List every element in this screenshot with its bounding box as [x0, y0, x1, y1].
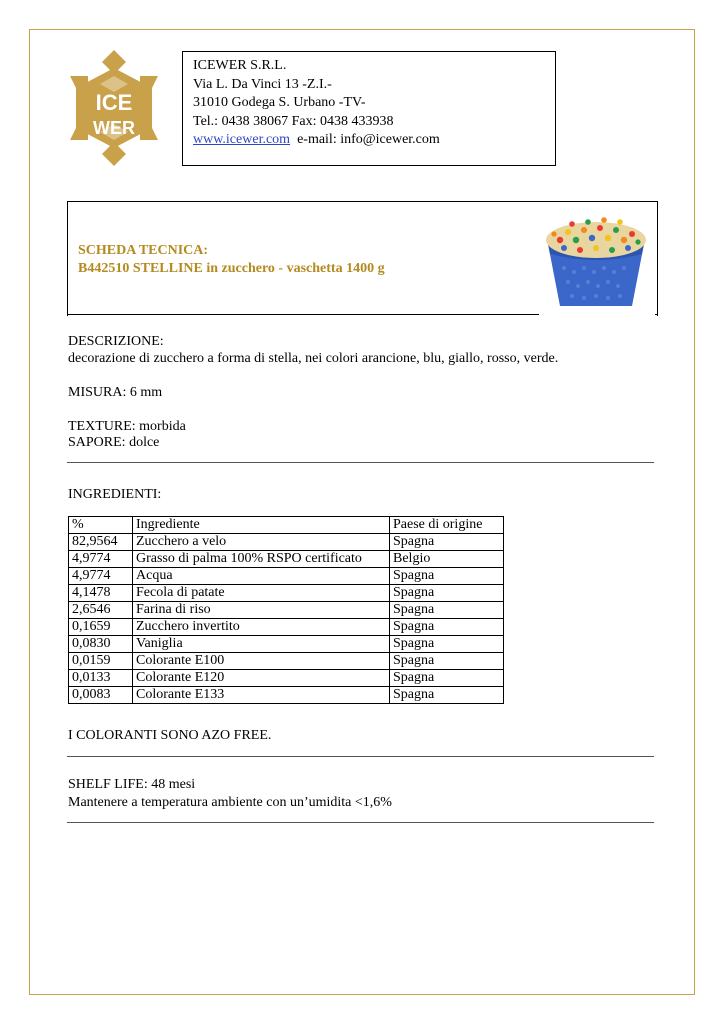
cell-percent: 2,6546	[69, 602, 133, 619]
cell-ingredient: Colorante E100	[133, 653, 390, 670]
cell-origin: Spagna	[390, 687, 504, 704]
table-header-row	[69, 517, 504, 534]
product-title-block	[78, 242, 385, 278]
company-info-box	[182, 51, 556, 166]
cell-ingredient: Colorante E120	[133, 670, 390, 687]
cell-origin: Spagna	[390, 636, 504, 653]
cell-origin: Spagna	[390, 568, 504, 585]
table-row	[69, 653, 504, 670]
cell-ingredient: Vaniglia	[133, 636, 390, 653]
divider-line	[67, 822, 654, 823]
cell-origin: Belgio	[390, 551, 504, 568]
texture-text: TEXTURE: morbida	[68, 419, 186, 434]
product-box-bottom-border-tail	[655, 314, 658, 315]
table-row	[69, 602, 504, 619]
storage-text: Mantenere a temperatura ambiente con un’umidita <1,6%	[68, 795, 392, 810]
company-phone-fax: Tel.: 0438 38067 Fax: 0438 433938	[193, 113, 394, 129]
table-row	[69, 687, 504, 704]
ingredients-table	[68, 516, 504, 704]
table-row	[69, 619, 504, 636]
cell-percent: 0,0083	[69, 687, 133, 704]
company-address-street: Via L. Da Vinci 13 -Z.I.-	[193, 76, 332, 92]
logo-text-top: ICE	[95, 90, 133, 115]
cell-percent: 0,1659	[69, 619, 133, 636]
table-row	[69, 534, 504, 551]
table-row	[69, 670, 504, 687]
table-row	[69, 636, 504, 653]
ingredients-label: INGREDIENTI:	[68, 487, 162, 502]
cell-ingredient: Colorante E133	[133, 687, 390, 704]
cell-ingredient: Farina di riso	[133, 602, 390, 619]
cell-origin: Spagna	[390, 602, 504, 619]
cell-origin: Spagna	[390, 653, 504, 670]
sprinkles-tub-image	[540, 210, 652, 310]
table-row	[69, 585, 504, 602]
product-box-bottom-border	[67, 314, 539, 315]
page-border	[29, 29, 695, 995]
company-address-city: 31010 Godega S. Urbano -TV-	[193, 95, 366, 110]
cell-ingredient: Zucchero a velo	[133, 534, 390, 551]
cell-ingredient: Fecola di patate	[133, 585, 390, 602]
header-origin: Paese di origine	[390, 517, 504, 534]
cell-percent: 0,0133	[69, 670, 133, 687]
company-email: e-mail: info@icewer.com	[297, 132, 440, 147]
cell-origin: Spagna	[390, 619, 504, 636]
description-text: decorazione di zucchero a forma di stella, nei colori arancione, blu, giallo, rosso, verde.	[68, 351, 559, 366]
icewer-logo	[66, 48, 162, 168]
product-name: B442510 STELLINE in zucchero - vaschetta 1400 g	[78, 261, 385, 276]
cell-ingredient: Zucchero invertito	[133, 619, 390, 636]
logo-text-bottom: WER	[93, 118, 135, 138]
cell-origin: Spagna	[390, 670, 504, 687]
table-row	[69, 551, 504, 568]
cell-percent: 4,1478	[69, 585, 133, 602]
website-link[interactable]: www.icewer.com	[193, 132, 291, 147]
cell-ingredient: Acqua	[133, 568, 390, 585]
size-text: MISURA: 6 mm	[68, 385, 163, 400]
company-contacts	[193, 131, 555, 150]
product-heading: SCHEDA TECNICA:	[78, 243, 209, 258]
cell-origin: Spagna	[390, 534, 504, 551]
header-percent: %	[69, 517, 133, 534]
header-ingredient: Ingrediente	[133, 517, 390, 534]
company-name: ICEWER S.R.L.	[193, 58, 287, 73]
cell-percent: 82,9564	[69, 534, 133, 551]
cell-percent: 4,9774	[69, 568, 133, 585]
table-row	[69, 568, 504, 585]
azo-free-note: I COLORANTI SONO AZO FREE.	[68, 728, 272, 743]
divider-line	[67, 462, 654, 463]
flavor-text: SAPORE: dolce	[68, 435, 160, 450]
cell-ingredient: Grasso di palma 100% RSPO certificato	[133, 551, 390, 568]
cell-origin: Spagna	[390, 585, 504, 602]
shelf-life-text: SHELF LIFE: 48 mesi	[68, 777, 196, 792]
description-label: DESCRIZIONE:	[68, 334, 164, 349]
cell-percent: 0,0830	[69, 636, 133, 653]
cell-percent: 4,9774	[69, 551, 133, 568]
cell-percent: 0,0159	[69, 653, 133, 670]
divider-line	[67, 756, 654, 757]
